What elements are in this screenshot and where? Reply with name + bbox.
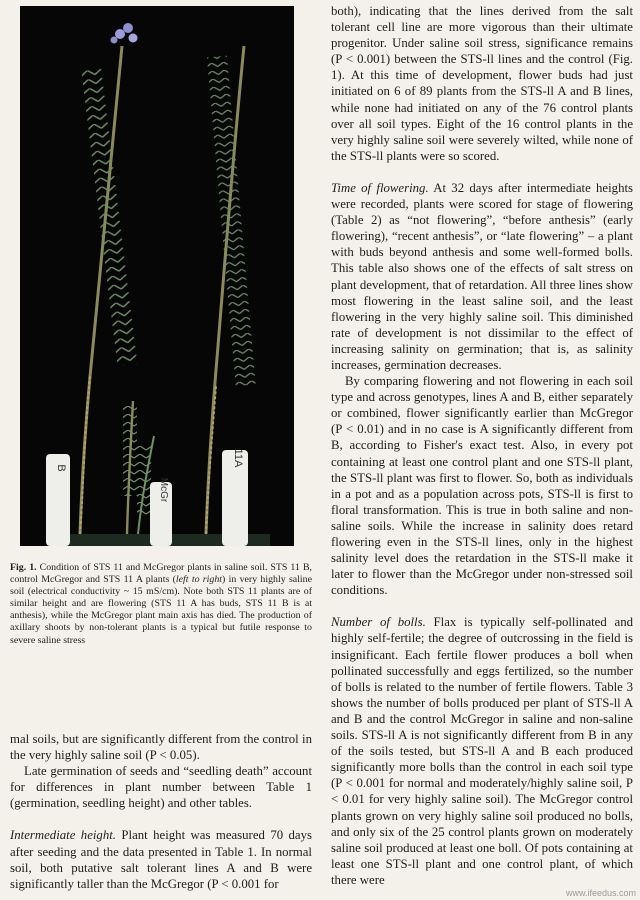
caption-text-1: Condition of STS 11 and McGregor plants in saline soil. STS 11 B, control McGregor and STS 11 A plants ( xyxy=(10,562,313,586)
right-paragraph-2 xyxy=(331,180,633,373)
right-paragraph-4 xyxy=(331,614,633,888)
right-paragraph-1: both), indicating that the lines derived from the salt tolerant cell line are more vigorous than their ultimate progenitor. Under saline soil stress, significance remains (P < 0.001) between the STS-ll lines and the control (Fig. 1). At this time of development, flower buds had just initiated on 6 of 89 plants from the STS-ll A and B lines, while none had initiated on any of the 76 control plants over all soil types. Eight of the 16 control plants in the very highly saline soil were severely wilted, while none of the STS-ll plants were so scored. xyxy=(331,4,633,163)
caption-text-2: ) in very highly saline soil (electrical conductivity ~ 15 mS/cm). Note both STS 11 plants are of similar height and are flowering (STS 11 A has buds, STS 11 B is at anthesis), while the McGregor plant main axis has died. The production of axillary shoots by non-tolerant plants is a typical but futile response to severe saline stress xyxy=(10,574,312,646)
left-column xyxy=(10,731,312,892)
figure-number: Fig. 1. xyxy=(10,562,37,573)
section-heading-intermediate-height: Intermediate height. xyxy=(10,828,116,843)
watermark: www.ifeedus.com xyxy=(565,888,636,898)
stake-label-middle: McGr xyxy=(158,477,169,503)
right-column xyxy=(331,3,633,888)
figure-caption xyxy=(10,562,312,647)
plant-mcgregor xyxy=(123,401,154,534)
stake-middle xyxy=(150,478,172,546)
figure-photo xyxy=(20,6,294,546)
stake-label-right: 11A xyxy=(232,448,244,468)
section-heading-number-of-bolls: Number of bolls. xyxy=(331,615,426,630)
right-paragraph-3: By comparing flowering and not flowering in each soil type and across genotypes, lines A and B, either separately or combined, flower significantly earlier than McGregor (P < 0.01) and in no case is A significantly different from B, according to Fisher's exact test. Also, in every pot containing at least one control plant and one STS-ll plant, the STS-ll plant was first to flower. So, both as individuals in a pot and as a population across pots, STS-ll is first to floral transformation. This is true in both saline and non-saline soils. While the increase in salinity does retard flowering even in the STS-ll lines, only in the highest salinity level does the retardation in the STS-ll make it later to flower than the McGregor under non-stressed soil conditions. xyxy=(331,374,633,598)
left-paragraph-3-text: Plant height was measured 70 days after seeding and the data presented in Table 1. In normal soil, both putative salt tolerant lines A and B were significantly taller than the McGregor (P < 0.001 for xyxy=(10,828,312,891)
stake-left xyxy=(46,454,70,546)
right-paragraph-2-text: At 32 days after intermediate heights were recorded, plants were scored for stage of flowering (Table 2) as “not flowering”, “before anthesis” (early flowering), “recent anthesis”, or “late flowering” – a plant with buds beyond anthesis and some well-formed bolls. This table also shows one of the effects of salt stress on plant development, that of retardation. All three lines show most flowering in the least saline soil, and the least flowering in the very highly saline soil. This diminished rate of development is not dissimilar to the effect of increasing salinity on germination; that is, as salinity increases, germination decreases. xyxy=(331,180,633,372)
caption-italic: left to right xyxy=(175,574,223,586)
left-paragraph-1: mal soils, but are significantly different from the control in the very highly saline soil (P < 0.05). xyxy=(10,732,312,763)
right-paragraph-4-text: Flax is typically self-pollinated and highly self-fertile; the degree of outcrossing in the field is insignificant. Each fertile flower produces a boll when pollinated successfully and eggs fertilized, so the number of bolls is related to the number of fertile flowers. Table 3 shows the number of bolls produced per plant of STS-ll A and B and the control McGregor in saline and non-saline soils. STS-ll A is not significantly different from B in any of the soils tested, but STS-ll A and B each produced significantly more bolls than the control in each soil type (P < 0.001 for normal and moderately/highly saline soil, P < 0.01 for very highly saline soil). The McGregor control plants grown on very highly saline soil produced no bolls, and only six of the 25 control plants grown on moderately saline soil produced at least one boll. Of pots containing at least one STS-ll plant and one control plant, of which there were xyxy=(331,615,633,887)
section-heading-time-of-flowering: Time of flowering. xyxy=(331,180,429,195)
left-paragraph-3 xyxy=(10,827,312,891)
left-paragraph-2: Late germination of seeds and “seedling death” account for differences in plant number between Table 1 (germination, seedling height) and other tables. xyxy=(10,764,312,811)
stake-label-left: B xyxy=(55,464,67,472)
stake-right xyxy=(222,449,248,546)
